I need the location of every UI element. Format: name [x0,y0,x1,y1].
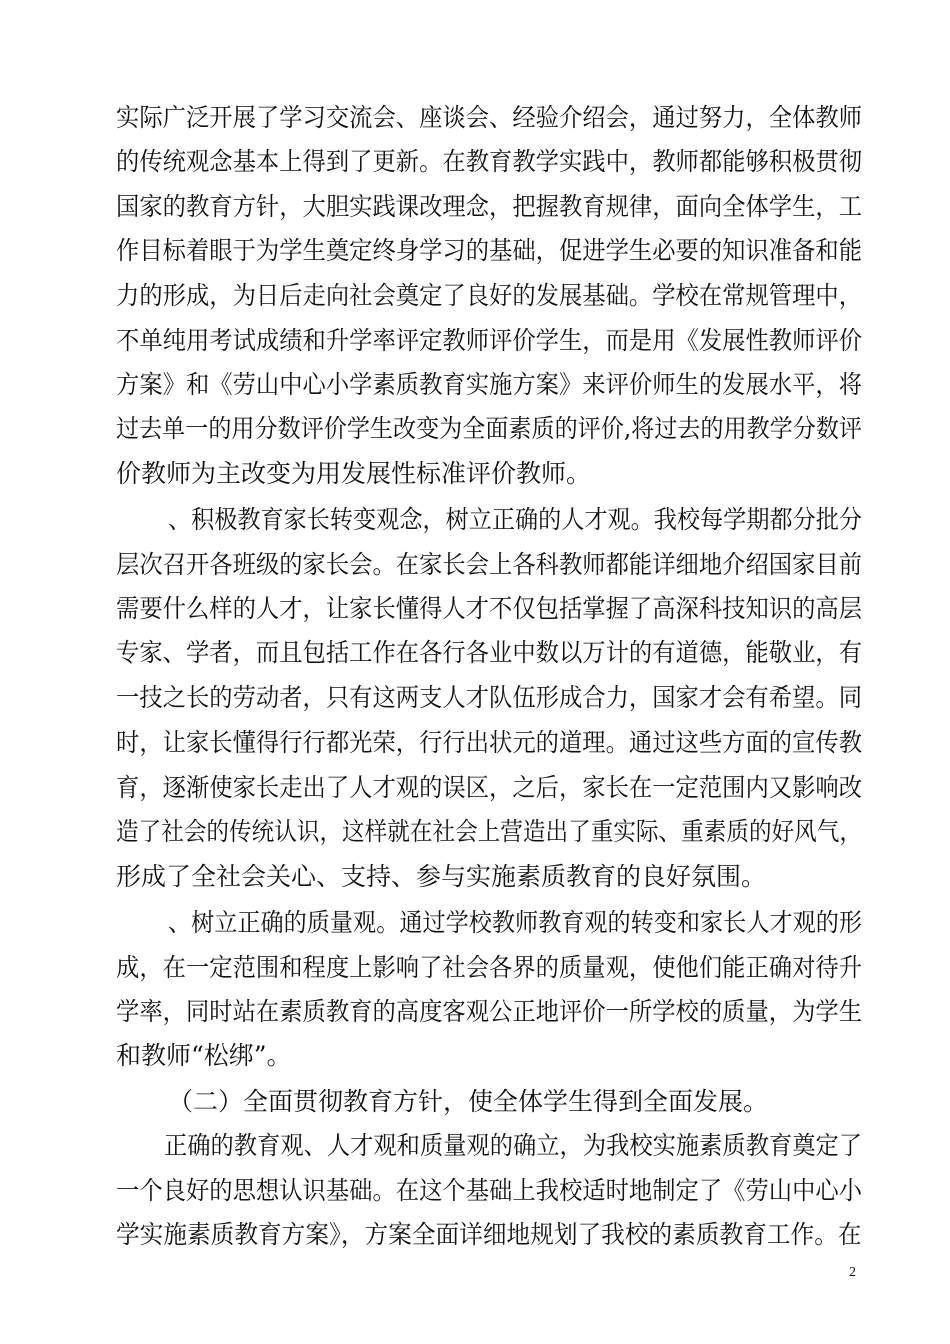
text-line: 价教师为主改变为用发展性标准评价教师。 [116,459,592,488]
text-line: 过去单一的用分数评价学生改变为全面素质的评价,将过去的用教学分数评 [116,414,862,443]
text-line: 国家的教育方针，大胆实践课改理念，把握教育规律，面向全体学生，工 [116,192,863,221]
text-line: 成，在一定范围和程度上影响了社会各界的质量观，使他们能正确对待升 [116,953,863,982]
text-line: 实际广泛开展了学习交流会、座谈会、经验介绍会，通过努力，全体教师 [116,103,863,132]
text-line: 一技之长的劳动者，只有这两支人才队伍形成合力，国家才会有希望。同 [116,683,863,712]
text-line: 方案》和《劳山中心小学素质教育实施方案》来评价师生的发展水平，将 [116,370,863,399]
text-line: 育，逐渐使家长走出了人才观的误区，之后，家长在一定范围内又影响改 [116,773,863,802]
text-line: 学实施素质教育方案》，方案全面详细地规划了我校的素质教育工作。在 [116,1220,862,1249]
text-line: 和教师“松绑”。 [116,1041,292,1070]
text-line: 、积极教育家长转变观念，树立正确的人才观。我校每学期都分批分 [168,505,862,534]
text-line: 造了社会的传统认识，这样就在社会上营造出了重实际、重素质的好风气， [116,817,862,846]
text-line: 层次召开各班级的家长会。在家长会上各科教师都能详细地介绍国家目前 [116,550,863,579]
section-heading: （二）全面贯彻教育方针，使全体学生得到全面发展。 [168,1087,769,1116]
text-line: 学率，同时站在素质教育的高度客观公正地评价一所学校的质量，为学生 [116,997,863,1026]
text-line: 需要什么样的人才，让家长懂得人才不仅包括掌握了高深科技知识的高层 [116,594,863,623]
text-line: 不单纯用考试成绩和升学率评定教师评价学生，而是用《发展性教师评价 [116,326,863,355]
text-line: 力的形成，为日后走向社会奠定了良好的发展基础。学校在常规管理中， [116,281,863,310]
text-line: 一个良好的思想认识基础。在这个基础上我校适时地制定了《劳山中心小 [116,1176,863,1205]
text-line: 的传统观念基本上得到了更新。在教育教学实践中，教师都能够积极贯彻 [116,147,863,176]
text-line: 形成了全社会关心、支持、参与实施素质教育的良好氛围。 [116,862,767,891]
page-number: 2 [849,1265,856,1280]
text-line: 、树立正确的质量观。通过学校教师教育观的转变和家长人才观的形 [168,908,862,937]
text-line: 正确的教育观、人才观和质量观的确立，为我校实施素质教育奠定了 [164,1131,863,1160]
text-line: 作目标着眼于为学生奠定终身学习的基础，促进学生必要的知识准备和能 [116,236,863,265]
text-line: 专家、学者，而且包括工作在各行各业中数以万计的有道德，能敬业，有 [116,638,863,667]
text-line: 时，让家长懂得行行都光荣，行行出状元的道理。通过这些方面的宣传教 [116,728,863,757]
